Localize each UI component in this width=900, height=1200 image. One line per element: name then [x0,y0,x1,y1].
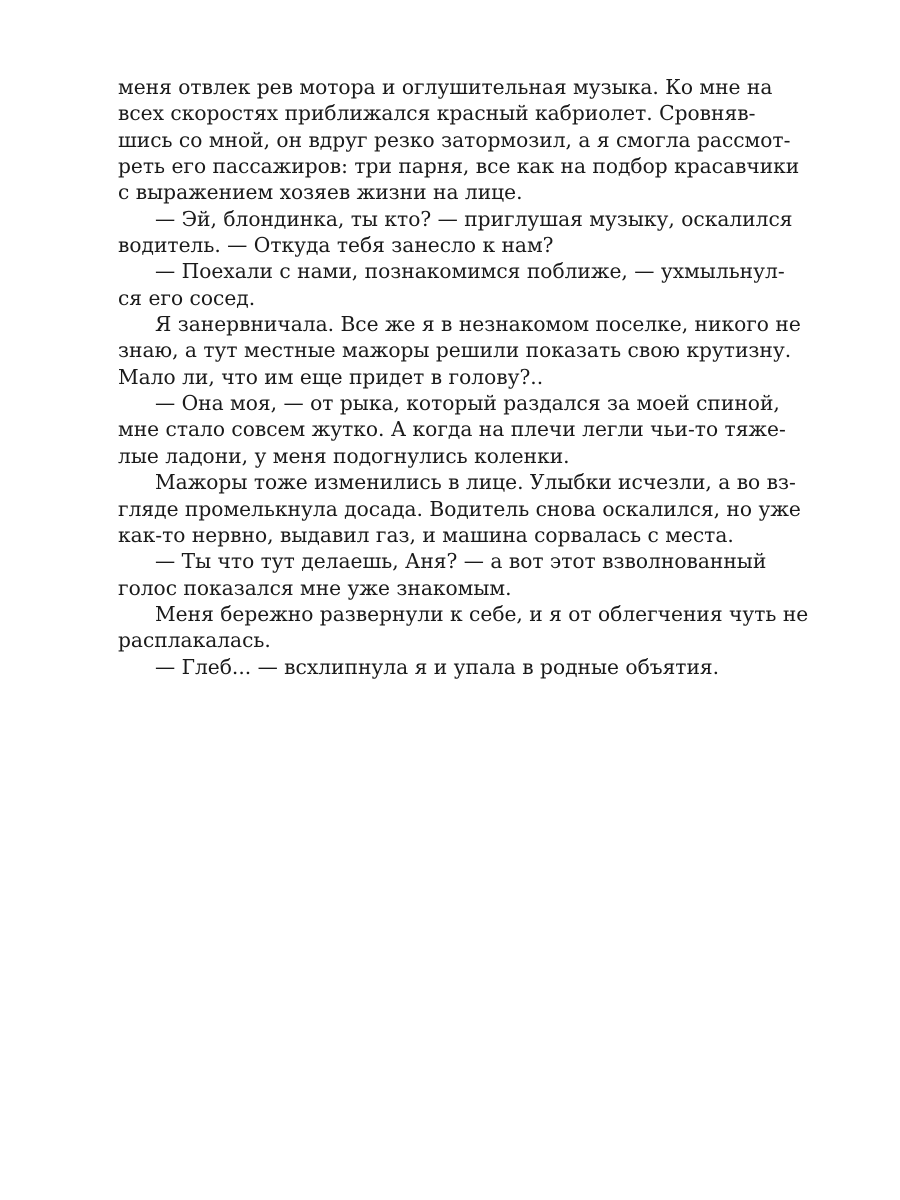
text-line: мне стало совсем жутко. А когда на плечи легли чьи-то тяже- [118,417,786,442]
text-line: Мажоры тоже изменились в лице. Улыбки исчезли, а во вз- [155,470,796,495]
text-line: расплакалась. [118,628,271,653]
text-line: всех скоростях приближался красный кабриолет. Сровняв- [118,101,756,126]
text-line: как-то нервно, выдавил газ, и машина сорвалась с места. [118,522,734,547]
text-line: Я занервничала. Все же я в незнакомом поселке, никого не [155,312,801,337]
page-text [118,74,809,680]
text-line: с выражением хозяев жизни на лице. [118,180,523,205]
text-line: — Поехали с нами, познакомимся поближе, — ухмыльнул- [155,259,785,284]
text-line: водитель. — Откуда тебя занесло к нам? [118,233,554,258]
text-line: Мало ли, что им еще придет в голову?.. [118,364,544,389]
text-line: лые ладони, у меня подогнулись коленки. [118,443,570,468]
text-line: — Эй, блондинка, ты кто? — приглушая музыку, оскалился [155,206,793,231]
text-line: — Глеб... — всхлипнула я и упала в родные объятия. [155,654,720,679]
text-line: меня отвлек рев мотора и оглушительная музыка. Ко мне на [118,75,773,99]
text-line: — Она моя, — от рыка, который раздался за моей спиной, [155,391,780,416]
text-line: шись со мной, он вдруг резко затормозил, а я смогла рассмот- [118,127,791,152]
text-line: голос показался мне уже знакомым. [118,575,512,600]
text-line: — Ты что тут делаешь, Аня? — а вот этот взволнованный [155,549,767,574]
text-line: гляде промелькнула досада. Водитель снова оскалился, но уже [118,496,801,521]
text-line: Меня бережно развернули к себе, и я от облегчения чуть не [155,601,809,626]
text-line: реть его пассажиров: три парня, все как на подбор красавчики [118,154,800,179]
text-line: знаю, а тут местные мажоры решили показать свою крутизну. [118,338,792,363]
text-line: ся его сосед. [118,285,256,310]
